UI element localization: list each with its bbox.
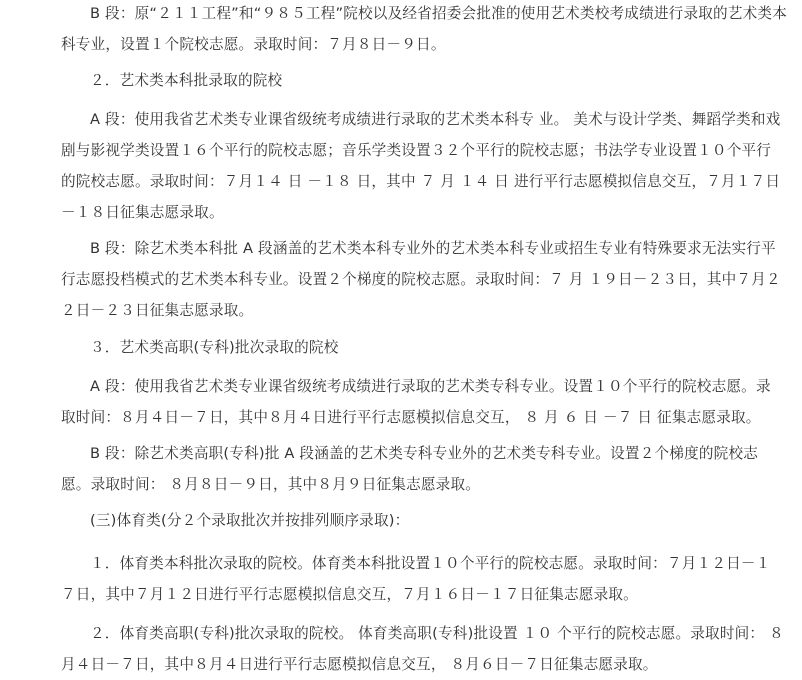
paragraph-line: 月４日－７日，其中８月４日进行平行志愿模拟信息交互， ８月６日－７日征集志愿录取。 (61, 656, 658, 673)
section-heading-sports (61, 505, 791, 536)
paragraph-line: １．体育类本科批次录取的院校。体育类本科批设置１０个平行的院校志愿。录取时间：７月１２日－１ (90, 555, 771, 572)
section-heading-art-vocational (61, 332, 791, 363)
paragraph-line: B 段：原“２１１工程”和“９８５工程”院校以及经省招委会批准的使用艺术类校考成绩进行录取的艺术类本 (90, 5, 788, 22)
paragraph-line: 行志愿投档模式的艺术类本科专业。设置２个梯度的院校志愿。录取时间：７ 月 １９日－２３日，其中７月２ (61, 271, 781, 288)
paragraph-line: B 段：除艺术类高职(专科)批 A 段涵盖的艺术类专科专业外的艺术类专科专业。设置２个梯度的院校志 (90, 445, 759, 462)
paragraph-line: A 段：使用我省艺术类专业课省级统考成绩进行录取的艺术类本科专 业。 美术与设计学类、舞蹈学类和戏 (90, 111, 781, 128)
paragraph-art-undergrad-b-prior (61, 0, 791, 60)
paragraph-line: ２．体育类高职(专科)批次录取的院校。 体育类高职(专科)批设置 １０ 个平行的院校志愿。录取时间： ８ (90, 625, 784, 642)
paragraph-sports-undergrad (61, 548, 791, 610)
section-heading-text: (三)体育类(分２个录取批次并按排列顺序录取)： (90, 512, 410, 529)
paragraph-line: B 段：除艺术类本科批 A 段涵盖的艺术类本科专业外的艺术类本科专业或招生专业有特殊要求无法实行平 (90, 240, 776, 257)
paragraph-line: 科专业，设置１个院校志愿。录取时间：７月８日－９日。 (61, 36, 446, 53)
paragraph-art-vocational-b (61, 438, 791, 500)
paragraph-art-undergrad-b (61, 233, 791, 326)
paragraph-line: 愿。录取时间： ８月８日－９日，其中８月９日征集志愿录取。 (61, 476, 481, 493)
paragraph-line: 剧与影视学类设置１６个平行的院校志愿；音乐学类设置３２个平行的院校志愿；书法学专业设置１０个平行 (61, 142, 772, 159)
paragraph-art-vocational-a (61, 371, 791, 433)
paragraph-line: ２日－２３日征集志愿录取。 (61, 302, 254, 319)
paragraph-line: －１８日征集志愿录取。 (61, 204, 224, 221)
paragraph-art-undergrad-a (61, 104, 791, 228)
section-heading-art-undergrad (61, 65, 791, 96)
paragraph-sports-vocational (61, 618, 791, 680)
paragraph-line: A 段：使用我省艺术类专业课省级统考成绩进行录取的艺术类专科专业。设置１０个平行的院校志愿。录 (90, 378, 771, 395)
paragraph-line: ７日，其中７月１２日进行平行志愿模拟信息交互，７月１６日－１７日征集志愿录取。 (61, 586, 638, 603)
paragraph-line: 的院校志愿。录取时间：７月１４ 日 －１８ 日，其中 ７ 月 １４ 日 进行平行志愿模拟信息交互，７月１７日 (61, 173, 781, 190)
section-heading-text: ３．艺术类高职(专科)批次录取的院校 (90, 339, 339, 356)
section-heading-text: ２．艺术类本科批录取的院校 (90, 72, 283, 89)
paragraph-line: 取时间：８月４日－７日，其中８月４日进行平行志愿模拟信息交互， ８ 月 ６ 日 －７ 日 征集志愿录取。 (61, 409, 761, 426)
